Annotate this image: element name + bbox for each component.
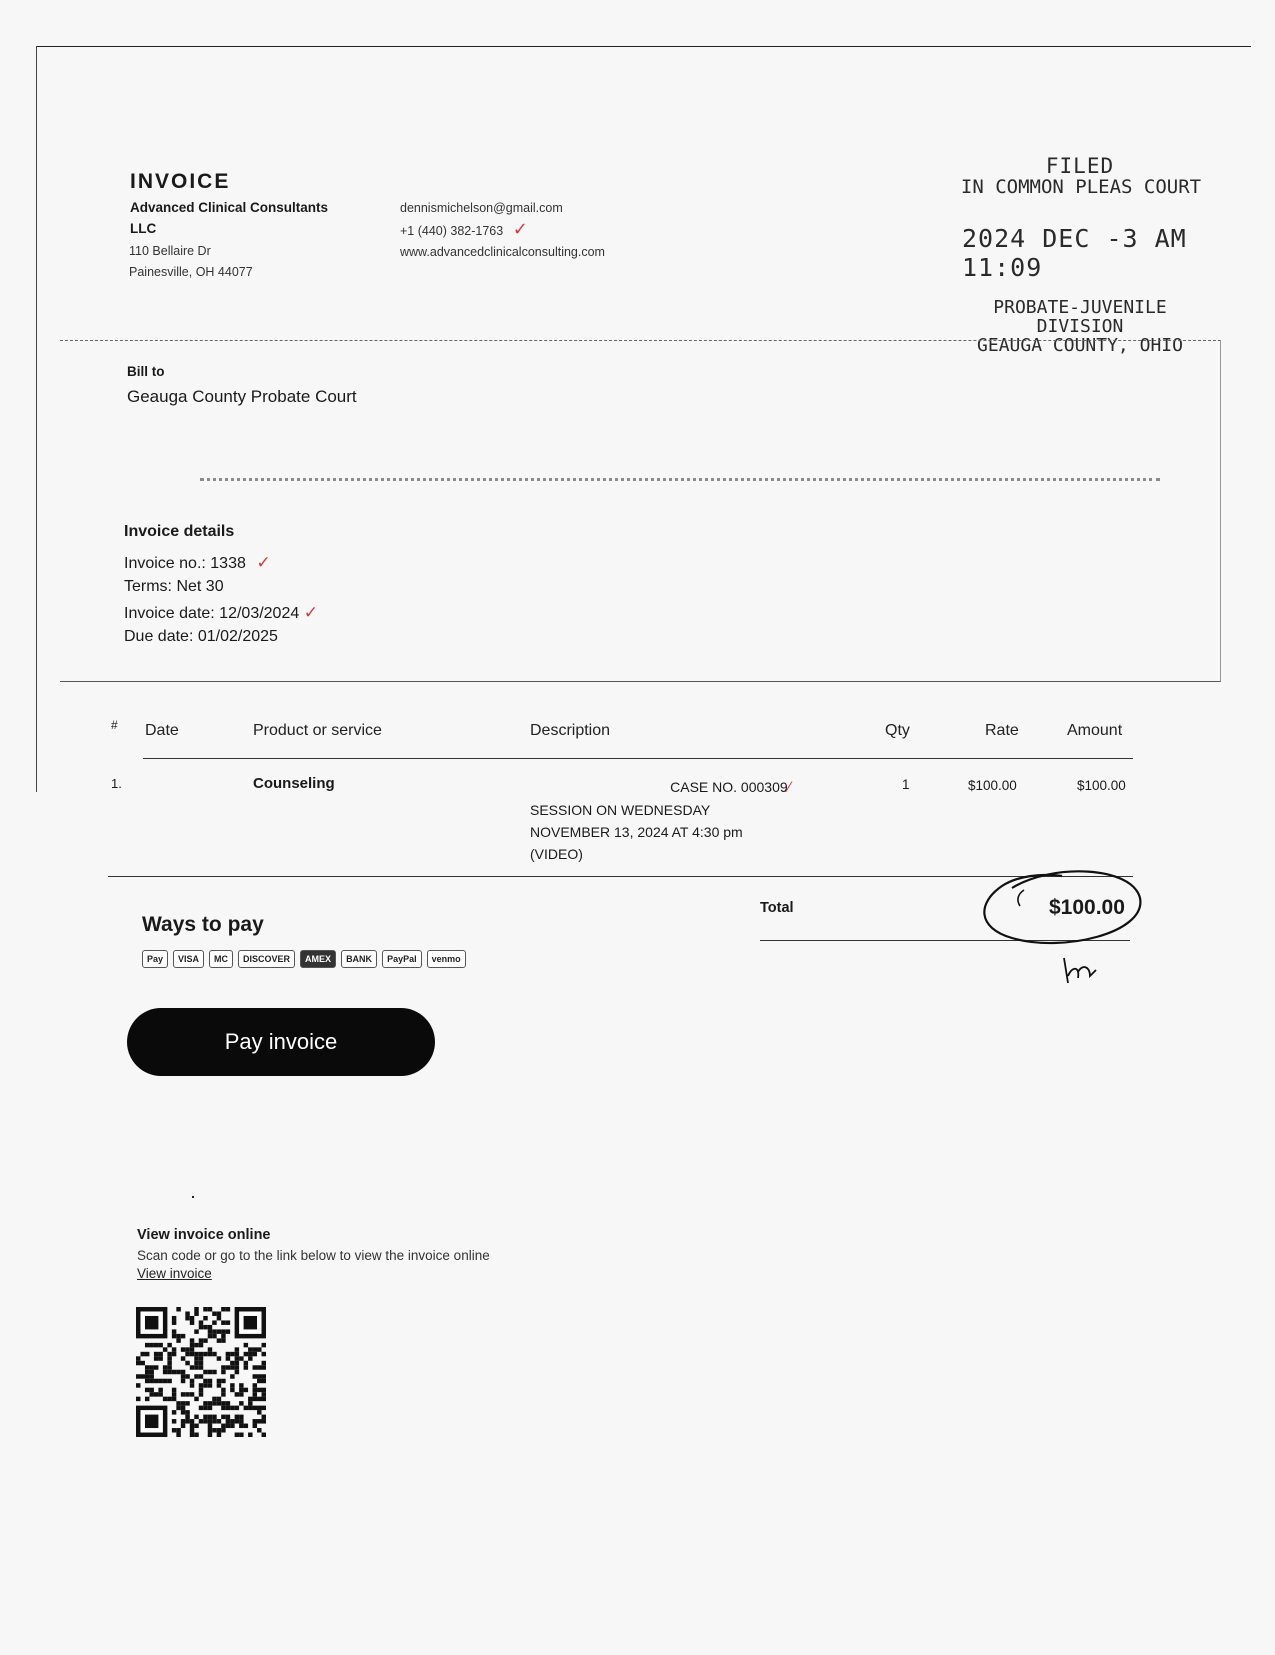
col-header-date: Date — [145, 722, 179, 739]
address-line: Painesville, OH 44077 — [129, 265, 253, 279]
view-online-subtitle: Scan code or go to the link below to view the invoice online — [137, 1248, 490, 1263]
row-amount: $100.00 — [1077, 778, 1126, 793]
ways-to-pay-title: Ways to pay — [142, 913, 264, 936]
visa-icon: VISA — [173, 950, 204, 968]
amex-icon: AMEX — [300, 950, 336, 968]
company-name-line: Advanced Clinical Consultants — [130, 200, 329, 215]
qr-code-icon[interactable] — [136, 1307, 266, 1437]
phone-number[interactable]: +1 (440) 382-1763 — [400, 224, 504, 238]
left-border — [36, 46, 37, 792]
company-name-line: LLC — [130, 221, 157, 236]
mastercard-icon: MC — [209, 950, 233, 968]
invoice-date-text: Invoice date: 12/03/2024 — [124, 605, 300, 622]
venmo-icon: venmo — [427, 950, 466, 968]
invoice-terms: Terms: Net 30 — [124, 578, 224, 595]
col-header-qty: Qty — [885, 722, 910, 739]
bank-icon: BANK — [341, 950, 377, 968]
description-line — [530, 776, 820, 799]
bill-to-label: Bill to — [127, 364, 165, 379]
top-border — [36, 46, 1251, 47]
description-line: SESSION ON WEDNESDAY — [530, 802, 711, 818]
apple-pay-icon: Pay — [142, 950, 168, 968]
checkmark-icon: ✓ — [256, 553, 271, 573]
invoice-details-label: Invoice details — [124, 523, 235, 540]
stamp-filed: FILED — [1045, 154, 1115, 178]
col-header-description: Description — [530, 722, 611, 739]
company-address — [129, 241, 253, 283]
discover-icon: DISCOVER — [238, 950, 295, 968]
filed-stamp — [930, 156, 1230, 355]
stamp-division-line: DIVISION — [1036, 316, 1124, 337]
col-header-rate: Rate — [985, 722, 1019, 739]
col-header-product: Product or service — [253, 722, 382, 739]
description-line: (VIDEO) — [530, 846, 583, 862]
invoice-date — [124, 603, 318, 623]
website-link[interactable]: www.advancedclinicalconsulting.com — [400, 245, 605, 259]
email-link[interactable]: dennismichelson@gmail.com — [400, 201, 563, 215]
col-header-amount: Amount — [1067, 722, 1123, 739]
row-description — [530, 776, 820, 865]
row-rate: $100.00 — [968, 778, 1017, 793]
stamp-datetime: 2024 DEC -3 AM 11:09 — [962, 224, 1187, 282]
total-value: $100.00 — [1049, 896, 1125, 919]
col-header-num: # — [111, 718, 118, 732]
table-header-rule — [143, 758, 1133, 759]
invoice-title: INVOICE — [130, 170, 231, 193]
invoice-number-text: Invoice no.: 1338 — [124, 555, 246, 572]
checkmark-icon: ✓ — [303, 603, 318, 623]
contact-block — [400, 198, 630, 263]
stamp-division-line: GEAUGA COUNTY, OHIO — [977, 335, 1183, 356]
due-date: Due date: 01/02/2025 — [124, 628, 278, 645]
view-invoice-link[interactable]: View invoice — [137, 1266, 212, 1281]
payment-methods — [142, 950, 466, 968]
checkmark-icon: ✓ — [512, 219, 528, 240]
checkmark-icon: ⁄ — [787, 780, 790, 796]
row-qty: 1 — [902, 777, 910, 792]
total-label: Total — [760, 900, 794, 916]
row-product: Counseling — [253, 775, 335, 792]
handwritten-circle-icon — [972, 858, 1162, 1018]
pay-invoice-button[interactable]: Pay invoice — [127, 1008, 435, 1076]
view-online-title: View invoice online — [137, 1227, 271, 1243]
scan-artifact — [192, 1196, 194, 1198]
scan-artifact — [200, 478, 1160, 481]
stamp-division-line: PROBATE-JUVENILE — [993, 297, 1167, 318]
phone-row — [400, 219, 630, 242]
paypal-icon: PayPal — [382, 950, 422, 968]
description-line: NOVEMBER 13, 2024 AT 4:30 pm — [530, 824, 743, 840]
stamp-court: IN COMMON PLEAS COURT — [960, 176, 1202, 198]
address-line: 110 Bellaire Dr — [129, 244, 211, 258]
company-name — [130, 197, 360, 239]
case-number: CASE NO. 000309 — [670, 779, 788, 795]
bill-to-name: Geauga County Probate Court — [127, 387, 357, 406]
row-number: 1. — [111, 776, 122, 791]
invoice-number — [124, 553, 271, 573]
